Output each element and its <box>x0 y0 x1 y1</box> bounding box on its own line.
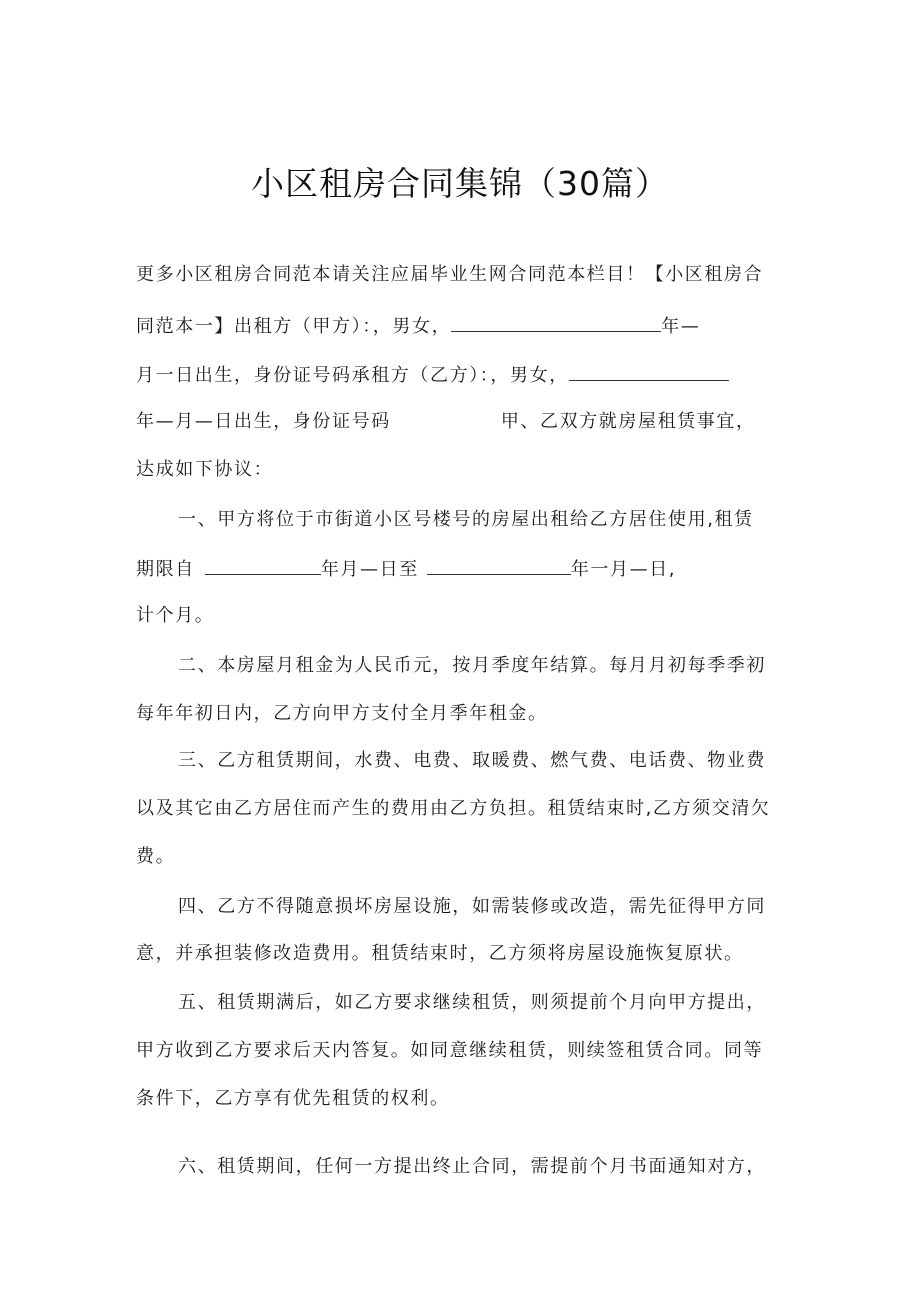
clause-1-line-2-text-b: 年月—日至 <box>320 559 419 580</box>
intro-line-3-text-a: 月一日出生，身份证号码承租方（乙方）：，男女， <box>136 365 569 386</box>
end-year-blank <box>427 556 571 575</box>
intro-line-2-text-b: 年— <box>661 316 701 337</box>
tenant-name-blank <box>569 362 729 381</box>
clause-1-line-2-text-c: 年一月—日, <box>570 559 677 580</box>
intro-line-5: 达成如下协议： <box>136 459 274 480</box>
clause-6-line-1: 六、租赁期间，任何一方提出终止合同，需提前个月书面通知对方， <box>178 1156 766 1177</box>
clause-5-line-3: 条件下，乙方享有优先租赁的权利。 <box>136 1088 450 1109</box>
clause-2-line-2: 每年年初日内，乙方向甲方支付全月季年租金。 <box>136 703 548 724</box>
clause-3-line-3: 费。 <box>136 846 176 867</box>
clause-4-line-2: 意，并承担装修改造费用。租赁结束时，乙方须将房屋设施恢复原状。 <box>136 943 744 964</box>
intro-line-2 <box>136 313 700 339</box>
intro-line-4-text-a: 年—月—日出生，身份证号码 <box>136 411 391 432</box>
start-year-blank <box>205 556 321 575</box>
name-blank <box>451 313 661 332</box>
clause-3-line-2: 以及其它由乙方居住而产生的费用由乙方负担。租赁结束时,乙方须交清欠 <box>136 798 771 819</box>
clause-3-line-1: 三、乙方租赁期间，水费、电费、取暖费、燃气费、电话费、物业费 <box>178 750 766 771</box>
intro-line-2-text-a: 同范本一】出租方（甲方）：，男女， <box>136 316 452 337</box>
intro-line-1: 更多小区租房合同范本请关注应届毕业生网合同范本栏目！【小区租房合 <box>136 264 764 285</box>
clause-1-line-3: 计个月。 <box>136 605 215 626</box>
clause-1-line-2-text-a: 期限自 <box>136 559 195 580</box>
clause-1-line-2 <box>136 556 676 582</box>
clause-2-line-1: 二、本房屋月租金为人民币元，按月季度年结算。每月月初每季季初 <box>178 655 766 676</box>
intro-line-4-text-b: 甲、乙双方就房屋租赁事宜， <box>500 411 756 432</box>
document-title: 小区租房合同集锦（30篇） <box>251 164 669 203</box>
clause-5-line-2: 甲方收到乙方要求后天内答复。如同意继续租赁，则续签租赁合同。同等 <box>136 1040 764 1061</box>
clause-4-line-1: 四、乙方不得随意损坏房屋设施，如需装修或改造，需先征得甲方同 <box>178 896 766 917</box>
intro-line-4 <box>136 410 756 434</box>
intro-line-3 <box>136 362 729 388</box>
clause-1-line-1: 一、甲方将位于市街道小区号楼号的房屋出租给乙方居住使用,租赁 <box>178 509 754 530</box>
clause-5-line-1: 五、租赁期满后，如乙方要求继续租赁，则须提前个月向甲方提出， <box>178 992 766 1013</box>
